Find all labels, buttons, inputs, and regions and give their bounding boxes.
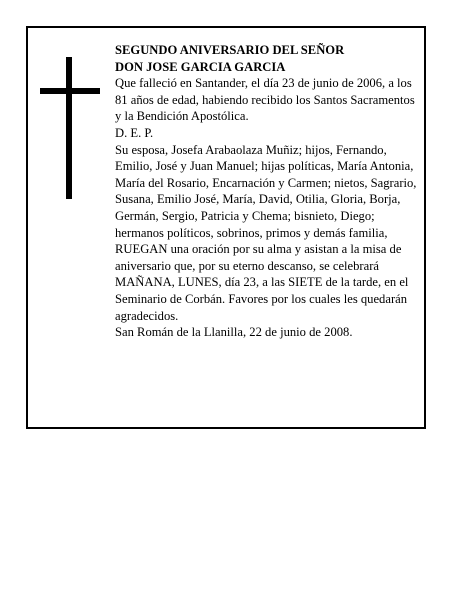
cross-icon	[40, 57, 100, 199]
blessing-line: y la Bendición Apostólica.	[115, 109, 249, 124]
mass-request: RUEGAN una oración por su alma y asistan a la misa de aniversario que, por su eterno descanso, se celebrará MAÑANA, LUNES, día 23, a las SIETE de la tarde, en el Seminario de Corbán. Favores por los cuales les quedarán agradecidos.	[115, 242, 409, 323]
death-statement: Que falleció en Santander, el día 23 de junio de 2006, a los 81 años de edad, habiendo recibido los Santos Sacramentos	[115, 76, 415, 107]
notice-text	[115, 42, 421, 341]
cross-horizontal-bar	[40, 88, 100, 94]
rip-line: D. E. P.	[115, 125, 154, 140]
headline-line-1: SEGUNDO ANIVERSARIO DEL SEÑOR	[115, 43, 345, 57]
cross-vertical-bar	[66, 57, 72, 199]
place-and-date: San Román de la Llanilla, 22 de junio de 2008.	[115, 325, 353, 340]
obituary-notice	[26, 26, 426, 429]
headline-line-2: DON JOSE GARCIA GARCIA	[115, 59, 286, 74]
family-list: Su esposa, Josefa Arabaolaza Muñiz; hijos, Fernando, Emilio, José y Juan Manuel; hijas políticas, María Antonia, María del Rosario, Encarnación y Carmen; nietos, Sagrario, Susana, Emilio José, María, David, Otilia, Gloria, Borja, Germán, Sergio, Patricia y Chema; bisnieto, Diego; hermanos políticos, sobrinos, primos y demás familia,	[115, 142, 417, 240]
